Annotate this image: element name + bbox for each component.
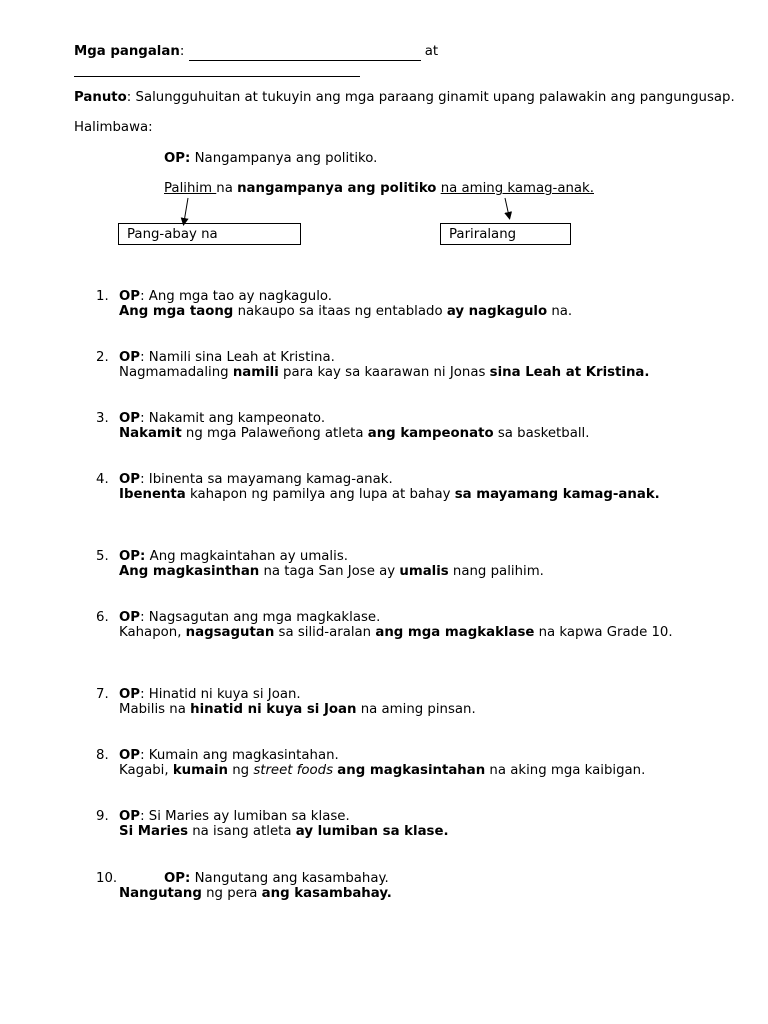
op-label: OP (119, 350, 141, 365)
seg-bold: Ibenenta (119, 487, 186, 502)
seg: nang palihim. (448, 564, 544, 579)
seg: nakaupo sa itaas ng entablado (233, 304, 447, 319)
seg: Mabilis na (119, 702, 191, 717)
item-number: 4. (96, 472, 109, 487)
item-number: 5. (96, 549, 109, 564)
seg: Kahapon, (119, 625, 186, 640)
example-arrows (0, 0, 768, 260)
item-number: 7. (96, 687, 109, 702)
seg: ng pera (201, 886, 262, 901)
op-sentence: : Nakamit ang kampeonato. (140, 411, 326, 426)
op-label: OP (119, 809, 141, 824)
box-pariralang: Pariralang (440, 223, 571, 245)
op-sentence: : Ang mga tao ay nagkagulo. (140, 289, 333, 304)
item-number: 6. (96, 610, 109, 625)
seg: na kapwa Grade 10. (534, 625, 673, 640)
seg: na aming pinsan. (356, 702, 476, 717)
seg: na. (547, 304, 573, 319)
item-number: 9. (96, 809, 109, 824)
seg-bold: ay nagkagulo (446, 304, 548, 319)
seg-bold: ay lumiban sa klase. (295, 824, 449, 839)
op-label: OP (119, 411, 141, 426)
op-sentence: Ang magkaintahan ay umalis. (145, 549, 348, 564)
op-sentence: : Ibinenta sa mayamang kamag-anak. (140, 472, 393, 487)
seg-bold: Nakamit (119, 426, 182, 441)
op-sentence: : Nagsagutan ang mga magkaklase. (140, 610, 381, 625)
seg: Nagmamadaling (119, 365, 233, 380)
seg: ng (227, 763, 254, 778)
seg: sa silid-aralan (274, 625, 376, 640)
seg: na aking mga kaibigan. (485, 763, 646, 778)
arrow-right (505, 198, 509, 216)
example-part-3: nangampanya ang politiko (237, 181, 437, 196)
op-label: OP: (164, 871, 191, 886)
op-sentence: : Hinatid ni kuya si Joan. (140, 687, 301, 702)
seg-bold: ang mga magkaklase (375, 625, 535, 640)
seg-bold: ang magkasintahan (337, 763, 486, 778)
op-label: OP (119, 472, 141, 487)
seg: ng mga Palaweñong atleta (181, 426, 368, 441)
seg: kahapon ng pamilya ang lupa at bahay (185, 487, 455, 502)
names-label: Mga pangalan (74, 44, 180, 59)
example-label: Halimbawa: (74, 120, 153, 135)
item-number: 1. (96, 289, 109, 304)
instruction-text: : Salungguhuitan at tukuyin ang mga paraang ginamit upang palawakin ang pangungusap. (126, 90, 735, 105)
seg: Kagabi, (119, 763, 173, 778)
op-sentence: : Si Maries ay lumiban sa klase. (140, 809, 350, 824)
example-part-5: na aming kamag-anak. (440, 181, 594, 196)
op-label: OP: (119, 549, 146, 564)
example-op-label: OP: (164, 151, 191, 166)
op-sentence: Nangutang ang kasambahay. (190, 871, 389, 886)
op-label: OP (119, 610, 141, 625)
seg-bold: Ang mga taong (119, 304, 234, 319)
seg: na isang atleta (188, 824, 296, 839)
seg-bold: Nangutang (119, 886, 202, 901)
example-part-2: na (216, 181, 238, 196)
item-number: 2. (96, 350, 109, 365)
seg-bold: namili (232, 365, 279, 380)
op-sentence: : Namili sina Leah at Kristina. (140, 350, 335, 365)
seg-bold: sina Leah at Kristina. (489, 365, 650, 380)
seg-bold: hinatid ni kuya si Joan (190, 702, 357, 717)
arrow-left (184, 198, 188, 222)
seg-bold: kumain (172, 763, 228, 778)
instruction-label: Panuto (74, 90, 127, 105)
item-number: 3. (96, 411, 109, 426)
seg-bold: Si Maries (119, 824, 189, 839)
op-label: OP (119, 687, 141, 702)
seg-bold: sa mayamang kamag-anak. (454, 487, 660, 502)
seg-bold: ang kasambahay. (261, 886, 392, 901)
seg-bold: nagsagutan (185, 625, 275, 640)
item-number: 8. (96, 748, 109, 763)
op-label: OP (119, 748, 141, 763)
example-op-sentence: Nangampanya ang politiko. (190, 151, 378, 166)
seg-bold: Ang magkasinthan (119, 564, 260, 579)
item-number: 10. (96, 871, 118, 886)
seg: para kay sa kaarawan ni Jonas (278, 365, 490, 380)
at-word: at (424, 44, 439, 59)
seg-bold: ang kampeonato (367, 426, 494, 441)
seg-bold: umalis (399, 564, 449, 579)
names-colon: : (179, 44, 185, 59)
seg: sa basketball. (493, 426, 590, 441)
seg: na taga San Jose ay (259, 564, 400, 579)
op-sentence: : Kumain ang magkasintahan. (140, 748, 339, 763)
seg-italic: street foods (253, 763, 334, 778)
op-label: OP (119, 289, 141, 304)
box-pang-abay: Pang-abay na (118, 223, 301, 245)
example-part-1: Palihim (164, 181, 217, 196)
